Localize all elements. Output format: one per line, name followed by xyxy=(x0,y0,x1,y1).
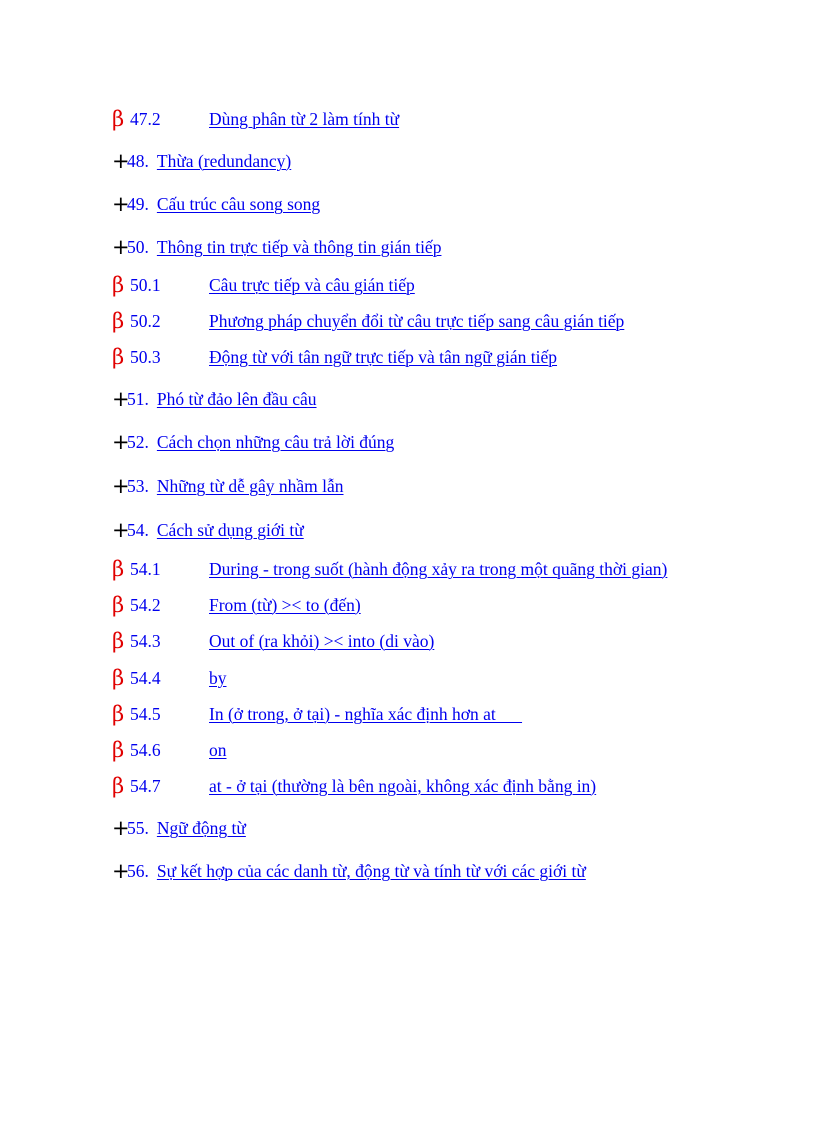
beta-bullet-icon: β xyxy=(112,665,125,690)
section-number: 50.2 xyxy=(130,310,161,331)
section-number: 53. xyxy=(127,475,149,496)
section-number: 55. xyxy=(127,817,149,838)
section-title: In (ở trong, ở tại) - nghĩa xác định hơn at xyxy=(209,703,523,724)
toc-link[interactable] xyxy=(130,668,227,689)
toc-link[interactable] xyxy=(127,151,291,172)
section-number: 51. xyxy=(127,388,149,409)
section-number: 54.3 xyxy=(130,630,161,651)
section-title: Phó từ đảo lên đầu câu xyxy=(156,388,317,409)
section-number: 54.7 xyxy=(130,775,161,796)
section-number: 52. xyxy=(127,431,149,452)
section-number: 49. xyxy=(127,193,149,214)
plus-bullet-icon: + xyxy=(112,815,130,840)
toc-entry-51 xyxy=(112,387,317,411)
section-number: 50.1 xyxy=(130,274,161,295)
toc-link[interactable] xyxy=(130,275,415,296)
toc-entry-50-3 xyxy=(112,345,557,369)
section-number: 47.2 xyxy=(130,108,161,129)
section-number: 50. xyxy=(127,236,149,257)
beta-bullet-icon: β xyxy=(112,272,125,297)
toc-link[interactable] xyxy=(130,740,227,761)
toc-entry-54-7 xyxy=(112,774,596,798)
toc-link[interactable] xyxy=(127,389,317,410)
toc-entry-49 xyxy=(112,192,320,216)
section-title: Cách sử dụng giới từ xyxy=(156,519,304,540)
plus-bullet-icon: + xyxy=(112,517,130,542)
beta-bullet-icon: β xyxy=(112,701,125,726)
toc-entry-55 xyxy=(112,816,246,840)
section-title: Câu trực tiếp và câu gián tiếp xyxy=(209,274,415,295)
plus-bullet-icon: + xyxy=(112,429,130,454)
toc-link[interactable] xyxy=(127,861,586,882)
toc-entry-50-1 xyxy=(112,273,415,297)
section-title: Những từ dễ gây nhầm lẫn xyxy=(156,475,344,496)
toc-entry-48 xyxy=(112,149,291,173)
beta-bullet-icon: β xyxy=(112,592,125,617)
toc-link[interactable] xyxy=(127,432,394,453)
beta-bullet-icon: β xyxy=(112,308,125,333)
toc-entry-54-1 xyxy=(112,557,667,581)
section-number: 54. xyxy=(127,519,149,540)
toc-link[interactable] xyxy=(130,347,557,368)
toc-link[interactable] xyxy=(130,776,596,797)
toc-link[interactable] xyxy=(127,818,246,839)
toc-entry-54-6 xyxy=(112,738,227,762)
plus-bullet-icon: + xyxy=(112,858,130,883)
toc-link[interactable] xyxy=(127,194,320,215)
section-number: 48. xyxy=(127,150,149,171)
toc-entry-54-2 xyxy=(112,593,361,617)
plus-bullet-icon: + xyxy=(112,148,130,173)
section-title: During - trong suốt (hành động xảy ra trong một quãng thời gian) xyxy=(209,558,668,579)
section-number: 54.6 xyxy=(130,739,161,760)
section-number: 54.1 xyxy=(130,558,161,579)
section-title: Dùng phân từ 2 làm tính từ xyxy=(209,108,400,129)
toc-entry-54-5 xyxy=(112,702,522,726)
section-title: Động từ với tân ngữ trực tiếp và tân ngữ gián tiếp xyxy=(209,346,558,367)
toc-link[interactable] xyxy=(127,520,304,541)
section-title: Phương pháp chuyển đổi từ câu trực tiếp sang câu gián tiếp xyxy=(209,310,625,331)
toc-link[interactable] xyxy=(127,476,344,497)
toc-link[interactable] xyxy=(130,559,667,580)
section-title: From (từ) >< to (đến) xyxy=(209,594,361,615)
toc-link[interactable] xyxy=(130,311,624,332)
toc-entry-52 xyxy=(112,430,394,454)
section-title: on xyxy=(209,739,227,760)
section-title: Thừa (redundancy) xyxy=(156,150,292,171)
toc-link[interactable] xyxy=(130,704,522,725)
plus-bullet-icon: + xyxy=(112,473,130,498)
toc-link[interactable] xyxy=(130,595,361,616)
section-number: 56. xyxy=(127,860,149,881)
toc-link[interactable] xyxy=(130,109,399,130)
toc-entry-54-4 xyxy=(112,666,227,690)
beta-bullet-icon: β xyxy=(112,773,125,798)
toc-entry-56 xyxy=(112,859,586,883)
section-number: 54.5 xyxy=(130,703,161,724)
beta-bullet-icon: β xyxy=(112,106,125,131)
toc-entry-53 xyxy=(112,474,344,498)
section-number: 54.4 xyxy=(130,667,161,688)
section-title: Ngữ động từ xyxy=(156,817,246,838)
beta-bullet-icon: β xyxy=(112,556,125,581)
beta-bullet-icon: β xyxy=(112,344,125,369)
toc-entry-47-2 xyxy=(112,107,399,131)
section-number: 50.3 xyxy=(130,346,161,367)
section-title: Thông tin trực tiếp và thông tin gián tiếp xyxy=(156,236,442,257)
toc-entry-54-3 xyxy=(112,629,434,653)
beta-bullet-icon: β xyxy=(112,737,125,762)
plus-bullet-icon: + xyxy=(112,234,130,259)
section-title: Cấu trúc câu song song xyxy=(156,193,321,214)
beta-bullet-icon: β xyxy=(112,628,125,653)
plus-bullet-icon: + xyxy=(112,386,130,411)
toc-entry-54 xyxy=(112,518,304,542)
section-title: Cách chọn những câu trả lời đúng xyxy=(156,431,395,452)
section-number: 54.2 xyxy=(130,594,161,615)
section-title: by xyxy=(209,667,227,688)
toc-entry-50 xyxy=(112,235,441,259)
toc-link[interactable] xyxy=(127,237,441,258)
toc-entry-50-2 xyxy=(112,309,624,333)
toc-link[interactable] xyxy=(130,631,434,652)
section-title: Out of (ra khỏi) >< into (di vào) xyxy=(209,630,435,651)
section-title: Sự kết hợp của các danh từ, động từ và tính từ với các giới từ xyxy=(156,860,586,881)
section-title: at - ở tại (thường là bên ngoài, không xác định bằng in) xyxy=(209,775,597,796)
plus-bullet-icon: + xyxy=(112,191,130,216)
